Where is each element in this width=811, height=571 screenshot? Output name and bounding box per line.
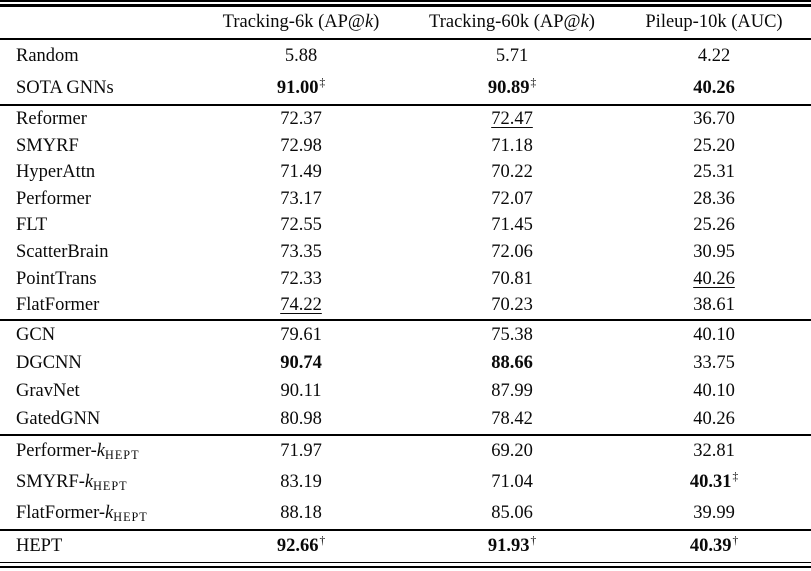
value-cell — [195, 133, 407, 160]
value-text: 73.17 — [280, 188, 322, 209]
value-cell — [195, 405, 407, 434]
value-cell — [617, 186, 811, 213]
value-cell — [617, 212, 811, 239]
value-cell — [407, 435, 617, 467]
table-row — [0, 133, 811, 160]
table-bottom-double-rule — [0, 562, 811, 569]
rule-line — [0, 566, 811, 569]
text-segment: Random — [16, 45, 79, 66]
value-cell — [195, 266, 407, 293]
value-cell — [195, 320, 407, 349]
value-cell — [617, 292, 811, 320]
subscript-text: HEPT — [93, 478, 128, 493]
value-cell — [195, 467, 407, 498]
value-text: 79.61 — [280, 324, 322, 345]
method-cell — [0, 239, 195, 266]
italic-math-var: k — [84, 471, 94, 492]
text-segment: HyperAttn — [16, 162, 96, 183]
value-text: 25.20 — [693, 135, 735, 156]
value-text: 78.42 — [491, 409, 533, 430]
method-cell — [0, 349, 195, 377]
value-text: 40.26 — [693, 268, 735, 289]
text-segment: FlatFormer — [16, 295, 100, 316]
table-row — [0, 530, 811, 562]
text-segment: ScatterBrain — [16, 242, 109, 263]
value-text: 88.18 — [280, 502, 322, 523]
value-cell — [407, 186, 617, 213]
value-cell — [407, 133, 617, 160]
method-cell — [0, 212, 195, 239]
value-text: 92.66 — [276, 535, 319, 556]
text-segment: GCN — [16, 324, 56, 345]
method-cell — [0, 530, 195, 562]
value-text: 72.06 — [491, 242, 533, 263]
text-segment: Reformer — [16, 109, 87, 130]
value-cell — [617, 530, 811, 562]
value-text: 72.55 — [280, 215, 322, 236]
value-text: 83.19 — [280, 471, 322, 492]
method-cell — [0, 39, 195, 72]
table-row — [0, 435, 811, 467]
value-text: 69.20 — [491, 440, 533, 461]
value-text: 90.74 — [280, 352, 322, 373]
value-text: 73.35 — [280, 242, 322, 263]
value-cell — [617, 435, 811, 467]
text-segment: Performer — [16, 188, 91, 209]
value-text: 38.61 — [693, 295, 735, 316]
value-text: 25.31 — [693, 162, 735, 183]
table-row — [0, 186, 811, 213]
value-text: 40.26 — [693, 77, 735, 98]
text-segment: FLT — [16, 215, 48, 236]
text-segment: GravNet — [16, 380, 80, 401]
value-text: 71.45 — [491, 215, 533, 236]
dagger-marker: † — [319, 534, 326, 547]
table-row — [0, 105, 811, 133]
text-segment: HEPT — [16, 535, 63, 556]
method-cell — [0, 105, 195, 133]
column-header-1 — [407, 7, 617, 39]
italic-math-var: k — [364, 12, 374, 32]
value-cell — [195, 498, 407, 530]
subscript-text: HEPT — [105, 447, 140, 462]
value-cell — [617, 266, 811, 293]
double-dagger-marker: ‡ — [530, 76, 537, 89]
text-segment: SMYRF — [16, 135, 79, 156]
value-text: 70.23 — [491, 295, 533, 316]
double-dagger-marker: ‡ — [319, 76, 326, 89]
double-dagger-marker: ‡ — [732, 470, 739, 483]
method-cell — [0, 133, 195, 160]
value-text: 88.66 — [491, 352, 533, 373]
group-hept — [0, 530, 811, 562]
value-cell — [407, 39, 617, 72]
method-cell — [0, 292, 195, 320]
value-text: 32.81 — [693, 440, 735, 461]
value-cell — [195, 377, 407, 405]
table-top-double-rule — [0, 0, 811, 7]
value-text: 40.31 — [689, 471, 732, 492]
group-reference-baselines — [0, 39, 811, 105]
method-cell — [0, 467, 195, 498]
value-cell — [195, 349, 407, 377]
value-cell — [617, 377, 811, 405]
value-text: 4.22 — [697, 45, 731, 66]
table-row — [0, 212, 811, 239]
group-khept-variants — [0, 435, 811, 530]
text-segment: DGCNN — [16, 352, 82, 373]
text-segment: PointTrans — [16, 268, 97, 289]
text-segment: Pileup-10k (AUC) — [645, 12, 783, 32]
text-segment: SOTA GNNs — [16, 77, 114, 98]
value-cell — [195, 530, 407, 562]
value-text: 30.95 — [693, 242, 735, 263]
value-cell — [407, 377, 617, 405]
value-text: 85.06 — [491, 502, 533, 523]
value-text: 28.36 — [693, 188, 735, 209]
value-text: 25.26 — [693, 215, 735, 236]
header-row — [0, 7, 811, 39]
value-cell — [617, 498, 811, 530]
value-text: 80.98 — [280, 409, 322, 430]
value-text: 72.47 — [491, 109, 533, 130]
text-segment: ) — [373, 12, 380, 32]
value-cell — [195, 39, 407, 72]
value-text: 71.49 — [280, 162, 322, 183]
method-cell — [0, 320, 195, 349]
value-text: 71.97 — [280, 440, 322, 461]
value-text: 5.71 — [495, 45, 529, 66]
text-segment: FlatFormer- — [16, 502, 106, 523]
text-segment: Tracking-6k (AP@ — [222, 12, 365, 32]
value-text: 72.37 — [280, 109, 322, 130]
value-cell — [407, 498, 617, 530]
value-cell — [617, 39, 811, 72]
method-cell — [0, 405, 195, 434]
value-text: 75.38 — [491, 324, 533, 345]
value-text: 71.18 — [491, 135, 533, 156]
dagger-marker: † — [732, 534, 739, 547]
value-cell — [407, 105, 617, 133]
value-text: 91.00 — [276, 77, 319, 98]
value-text: 74.22 — [280, 295, 322, 316]
method-column-header — [0, 7, 195, 39]
method-cell — [0, 186, 195, 213]
text-segment: Tracking-60k (AP@ — [429, 12, 581, 32]
value-cell — [195, 239, 407, 266]
value-text: 70.22 — [491, 162, 533, 183]
value-text: 39.99 — [693, 502, 735, 523]
group-gnn-baselines — [0, 320, 811, 435]
value-cell — [617, 239, 811, 266]
table-row — [0, 39, 811, 72]
method-cell — [0, 435, 195, 467]
value-text: 72.98 — [280, 135, 322, 156]
value-cell — [407, 349, 617, 377]
value-cell — [617, 467, 811, 498]
table-row — [0, 292, 811, 320]
table-row — [0, 320, 811, 349]
value-text: 5.88 — [284, 45, 318, 66]
value-cell — [617, 320, 811, 349]
table-row — [0, 349, 811, 377]
value-cell — [617, 349, 811, 377]
text-segment: GatedGNN — [16, 409, 101, 430]
value-cell — [195, 212, 407, 239]
method-cell — [0, 72, 195, 105]
column-header-0 — [195, 7, 407, 39]
value-cell — [617, 72, 811, 105]
method-cell — [0, 266, 195, 293]
value-cell — [407, 266, 617, 293]
value-cell — [195, 186, 407, 213]
value-cell — [407, 212, 617, 239]
value-text: 36.70 — [693, 109, 735, 130]
value-text: 33.75 — [693, 352, 735, 373]
table-row — [0, 159, 811, 186]
group-efficient-transformers — [0, 105, 811, 320]
value-cell — [195, 159, 407, 186]
italic-math-var: k — [580, 12, 589, 32]
value-cell — [407, 239, 617, 266]
text-segment: ) — [588, 12, 595, 32]
method-cell — [0, 159, 195, 186]
value-cell — [195, 72, 407, 105]
value-cell — [195, 105, 407, 133]
value-cell — [617, 159, 811, 186]
text-segment: SMYRF- — [16, 471, 85, 492]
table-row — [0, 239, 811, 266]
value-cell — [195, 292, 407, 320]
value-cell — [407, 530, 617, 562]
value-text: 40.10 — [693, 380, 735, 401]
table-row — [0, 405, 811, 434]
value-text: 72.07 — [491, 188, 533, 209]
value-text: 40.26 — [693, 409, 735, 430]
value-text: 90.11 — [280, 380, 322, 401]
table-row — [0, 266, 811, 293]
results-table — [0, 7, 811, 562]
value-text: 71.04 — [491, 471, 533, 492]
value-text: 72.33 — [280, 268, 322, 289]
value-cell — [407, 72, 617, 105]
value-cell — [617, 105, 811, 133]
method-cell — [0, 377, 195, 405]
table-header — [0, 7, 811, 39]
value-cell — [617, 405, 811, 434]
value-text: 90.89 — [487, 77, 530, 98]
value-text: 87.99 — [491, 380, 533, 401]
value-text: 91.93 — [487, 535, 530, 556]
value-cell — [617, 133, 811, 160]
table-row — [0, 72, 811, 105]
subscript-text: HEPT — [113, 509, 148, 524]
value-text: 70.81 — [491, 268, 533, 289]
value-cell — [407, 159, 617, 186]
table-row — [0, 377, 811, 405]
value-cell — [407, 467, 617, 498]
italic-math-var: k — [105, 502, 114, 523]
value-cell — [407, 292, 617, 320]
value-text: 40.39 — [689, 535, 732, 556]
dagger-marker: † — [530, 534, 537, 547]
italic-math-var: k — [96, 440, 106, 461]
table-row — [0, 467, 811, 498]
value-cell — [407, 405, 617, 434]
table-row — [0, 498, 811, 530]
value-text: 40.10 — [693, 324, 735, 345]
column-header-2 — [617, 7, 811, 39]
method-cell — [0, 498, 195, 530]
text-segment: Performer- — [16, 440, 97, 461]
value-cell — [407, 320, 617, 349]
value-cell — [195, 435, 407, 467]
